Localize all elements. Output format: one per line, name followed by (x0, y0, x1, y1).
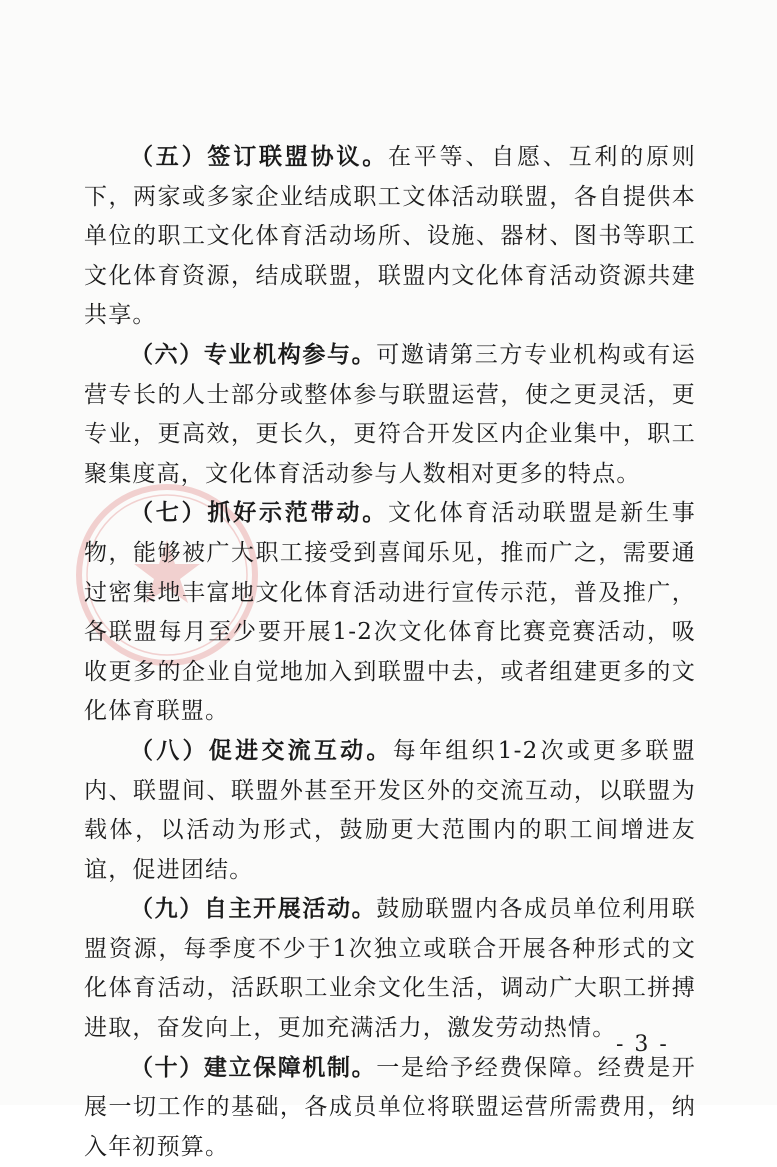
paragraph-heading: （十）建立保障机制。 (130, 1054, 377, 1081)
paragraph-6 (84, 336, 696, 494)
page-number: - 3 - (616, 1032, 669, 1057)
paragraph-heading: （八）促进交流互动。 (130, 737, 393, 764)
paragraph-9 (84, 890, 696, 1048)
paragraph-text: 可邀请第三方专业机构或有运营专长的人士部分或整体参与联盟运营，使之更灵活，更专业，更高效，更长久，更符合开发区内企业集中，职工聚集度高，文化体育活动参与人数相对更多的特点。 (84, 341, 697, 487)
paragraph-8 (84, 732, 696, 890)
paragraph-heading: （五）签订联盟协议。 (130, 144, 388, 170)
document-body (84, 138, 696, 1167)
paragraph-text: 每年组织1-2次或更多联盟内、联盟间、联盟外甚至开发区外的交流互动，以联盟为载体，以活动为形式，鼓励更大范围内的职工间增进友谊，促进团结。 (84, 737, 697, 883)
paragraph-heading: （六）专业机构参与。 (130, 341, 377, 368)
paragraph-heading: （九）自主开展活动。 (130, 896, 377, 923)
paragraph-heading: （七）抓好示范带动。 (130, 500, 388, 527)
paragraph-text: 一是给予经费保障。经费是开展一切工作的基础，各成员单位将联盟运营所需费用，纳入年初预算。 (84, 1054, 697, 1160)
paragraph-text: 在平等、自愿、互利的原则下，两家或多家企业结成职工文体活动联盟，各自提供本单位的职工文化体育活动场所、设施、器材、图书等职工文化体育资源，结成联盟，联盟内文化体育活动资源共建共享。 (84, 144, 696, 329)
paragraph-5 (84, 138, 696, 336)
paragraph-10 (84, 1049, 696, 1167)
paragraph-text: 文化体育活动联盟是新生事物，能够被广大职工接受到喜闻乐见，推而广之，需要通过密集地丰富地文化体育活动进行宣传示范，普及推广，各联盟每月至少要开展1-2次文化体育比赛竞赛活动，吸收更多的企业自觉地加入到联盟中去，或者组建更多的文化体育联盟。 (84, 500, 696, 725)
paragraph-text: 鼓励联盟内各成员单位利用联盟资源，每季度不少于1次独立或联合开展各种形式的文化体育活动，活跃职工业余文化生活，调动广大职工拼搏进取，奋发向上，更加充满活力，激发劳动热情。 (84, 896, 697, 1042)
paragraph-7 (84, 494, 696, 732)
